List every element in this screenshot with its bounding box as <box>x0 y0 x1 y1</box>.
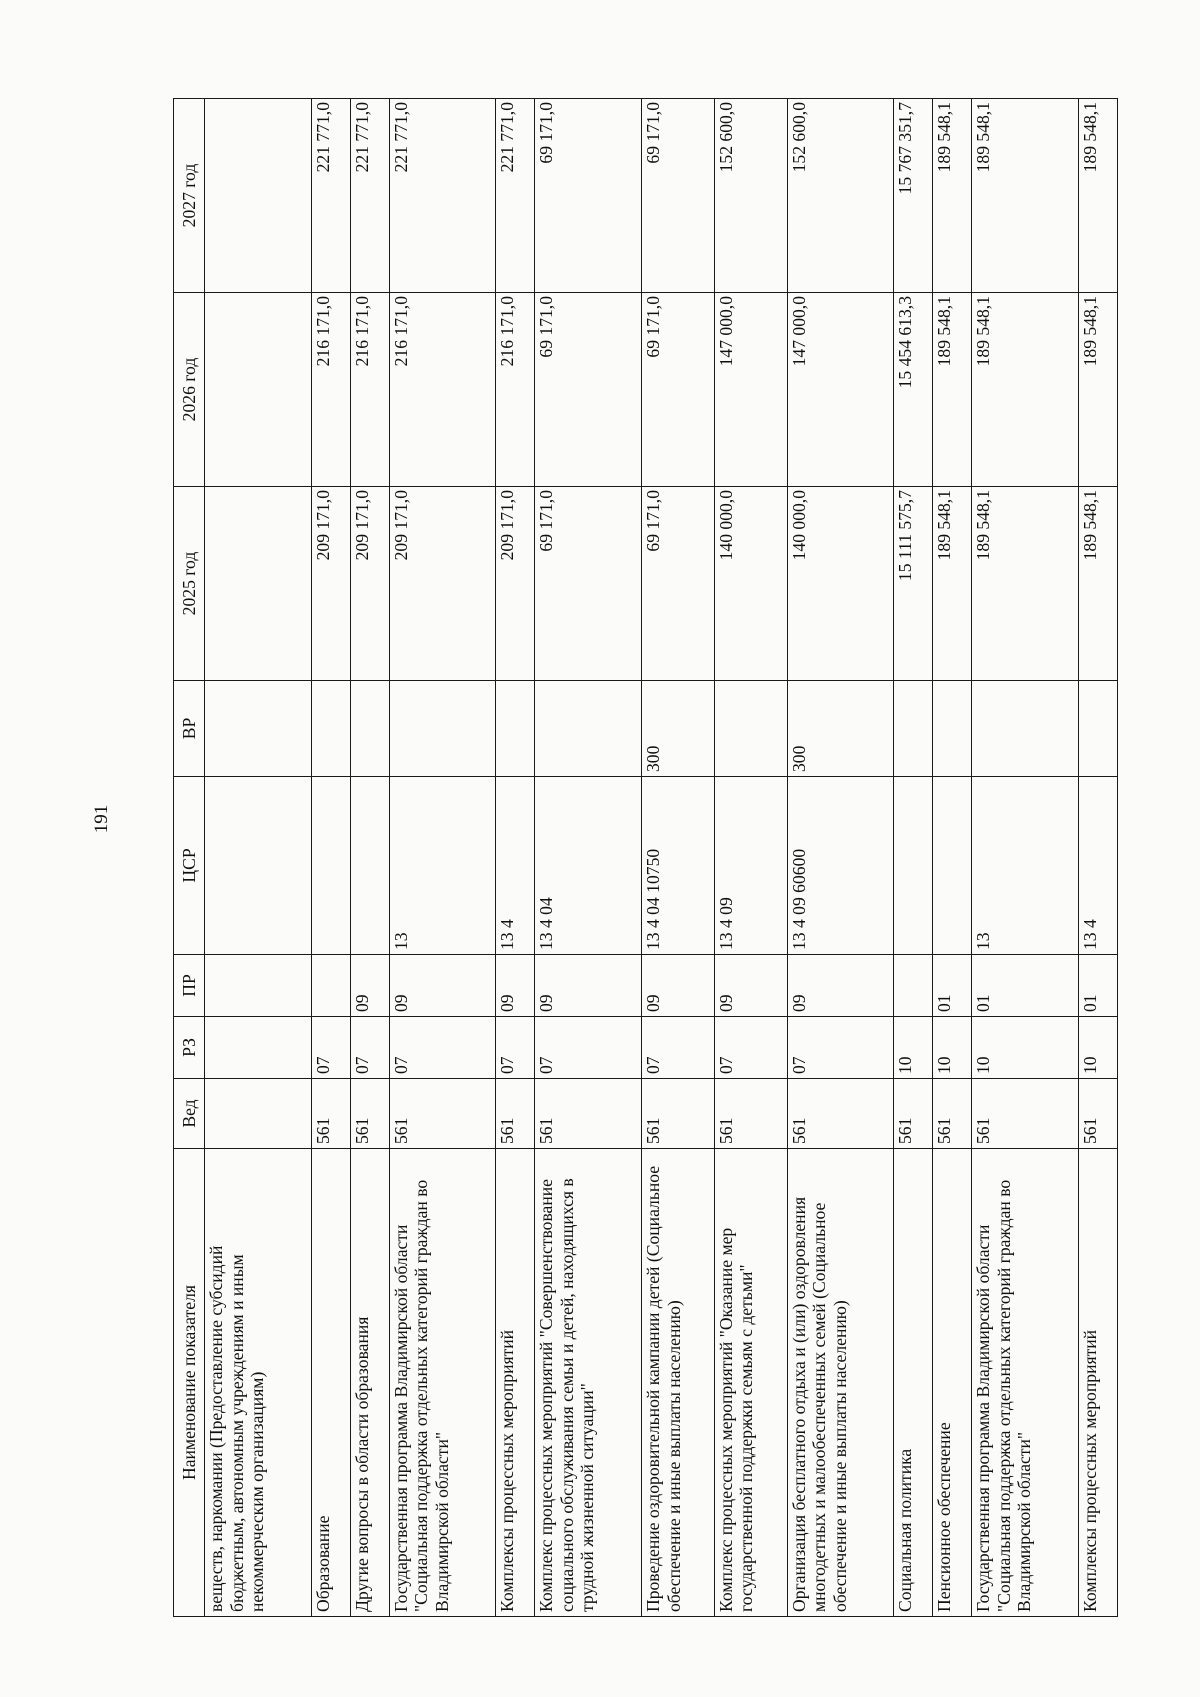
name-cell: Государственная программа Владимирской области "Социальная поддержка отдельных категорий граждан во Владимирской области" <box>972 1149 1079 1617</box>
vr-cell <box>496 681 535 777</box>
name-cell: веществ, наркомании (Предоставление субсидий бюджетным, автономным учреждениям и иным некоммерческим организациям) <box>205 1149 312 1617</box>
year-2025-cell: 209 171,0 <box>389 487 496 681</box>
table-row <box>972 99 1079 1617</box>
year-2025-cell: 209 171,0 <box>350 487 389 681</box>
pr-cell: 01 <box>933 955 972 1017</box>
table-row <box>933 99 972 1617</box>
name-cell: Социальная политика <box>894 1149 933 1617</box>
rz-cell: 07 <box>389 1017 496 1079</box>
year-2026-cell: 147 000,0 <box>787 293 894 487</box>
vr-cell <box>1079 681 1118 777</box>
vr-cell <box>535 681 642 777</box>
year-2027-cell: 221 771,0 <box>496 99 535 293</box>
pr-cell: 01 <box>972 955 1079 1017</box>
pr-cell: 09 <box>714 955 787 1017</box>
vr-cell <box>350 681 389 777</box>
vr-cell <box>894 681 933 777</box>
ved-cell: 561 <box>535 1079 642 1149</box>
rz-cell: 10 <box>1079 1017 1118 1079</box>
pr-cell <box>205 955 312 1017</box>
vr-header: ВР <box>174 681 205 777</box>
table-row <box>787 99 894 1617</box>
year-2025-cell: 15 111 575,7 <box>894 487 933 681</box>
rz-cell: 10 <box>894 1017 933 1079</box>
year-2025-cell: 189 548,1 <box>933 487 972 681</box>
name-cell: Пенсионное обеспечение <box>933 1149 972 1617</box>
name-cell: Комплексы процессных мероприятий <box>1079 1149 1118 1617</box>
pr-cell <box>311 955 350 1017</box>
name-cell: Комплексы процессных мероприятий <box>496 1149 535 1617</box>
table-row <box>350 99 389 1617</box>
year-2027-cell: 221 771,0 <box>311 99 350 293</box>
ved-cell: 561 <box>311 1079 350 1149</box>
table-row <box>894 99 933 1617</box>
ved-cell: 561 <box>972 1079 1079 1149</box>
csr-cell: 13 <box>389 777 496 955</box>
year-2026-cell: 69 171,0 <box>642 293 715 487</box>
year-2026-cell: 189 548,1 <box>972 293 1079 487</box>
ved-cell: 561 <box>350 1079 389 1149</box>
table-row <box>642 99 715 1617</box>
rz-cell: 07 <box>311 1017 350 1079</box>
ved-cell: 561 <box>389 1079 496 1149</box>
csr-cell <box>311 777 350 955</box>
year-2027-cell: 152 600,0 <box>787 99 894 293</box>
page-number: 191 <box>91 804 112 834</box>
year-2027-cell: 221 771,0 <box>350 99 389 293</box>
year-2026-cell: 216 171,0 <box>350 293 389 487</box>
year-2026-cell: 189 548,1 <box>1079 293 1118 487</box>
pr-cell: 09 <box>389 955 496 1017</box>
ved-cell: 561 <box>714 1079 787 1149</box>
rz-cell: 07 <box>642 1017 715 1079</box>
year-2025-cell: 209 171,0 <box>496 487 535 681</box>
year-2026-cell: 216 171,0 <box>389 293 496 487</box>
year-2027-cell: 189 548,1 <box>972 99 1079 293</box>
year-2026-header: 2026 год <box>174 293 205 487</box>
year-2025-cell: 189 548,1 <box>972 487 1079 681</box>
rz-cell: 07 <box>496 1017 535 1079</box>
csr-cell: 13 <box>972 777 1079 955</box>
csr-cell: 13 4 <box>496 777 535 955</box>
pr-cell: 01 <box>1079 955 1118 1017</box>
ved-header: Вед <box>174 1079 205 1149</box>
year-2026-cell: 216 171,0 <box>496 293 535 487</box>
ved-cell: 561 <box>933 1079 972 1149</box>
name-cell: Образование <box>311 1149 350 1617</box>
year-2026-cell: 69 171,0 <box>535 293 642 487</box>
vr-cell <box>714 681 787 777</box>
csr-cell <box>894 777 933 955</box>
vr-cell <box>311 681 350 777</box>
ved-cell: 561 <box>1079 1079 1118 1149</box>
vr-cell <box>972 681 1079 777</box>
ved-cell: 561 <box>787 1079 894 1149</box>
year-2027-cell: 221 771,0 <box>389 99 496 293</box>
rz-cell: 07 <box>787 1017 894 1079</box>
year-2025-cell: 69 171,0 <box>642 487 715 681</box>
year-2025-cell: 69 171,0 <box>535 487 642 681</box>
vr-cell: 300 <box>642 681 715 777</box>
year-2026-cell: 147 000,0 <box>714 293 787 487</box>
table-body <box>205 99 1118 1617</box>
name-cell: Проведение оздоровительной кампании детей (Социальное обеспечение и иные выплаты населению) <box>642 1149 715 1617</box>
table-header-row <box>174 99 205 1617</box>
ved-cell: 561 <box>894 1079 933 1149</box>
name-cell: Государственная программа Владимирской области "Социальная поддержка отдельных категорий граждан во Владимирской области" <box>389 1149 496 1617</box>
vr-cell <box>389 681 496 777</box>
pr-header: ПР <box>174 955 205 1017</box>
name-cell: Организация бесплатного отдыха и (или) оздоровления многодетных и малообеспеченных семей (Социальное обеспечение и иные выплаты населению) <box>787 1149 894 1617</box>
csr-cell: 13 4 <box>1079 777 1118 955</box>
year-2025-cell: 140 000,0 <box>787 487 894 681</box>
year-2027-cell: 189 548,1 <box>933 99 972 293</box>
year-2027-cell: 69 171,0 <box>535 99 642 293</box>
vr-cell <box>205 681 312 777</box>
year-2026-cell <box>205 293 312 487</box>
table-row <box>389 99 496 1617</box>
pr-cell: 09 <box>535 955 642 1017</box>
year-2025-cell <box>205 487 312 681</box>
budget-table-container <box>173 99 1118 1617</box>
year-2025-cell: 140 000,0 <box>714 487 787 681</box>
year-2026-cell: 15 454 613,3 <box>894 293 933 487</box>
ved-cell: 561 <box>496 1079 535 1149</box>
ved-cell: 561 <box>642 1079 715 1149</box>
table-row <box>311 99 350 1617</box>
year-2027-cell: 69 171,0 <box>642 99 715 293</box>
rz-cell: 07 <box>714 1017 787 1079</box>
name-cell: Другие вопросы в области образования <box>350 1149 389 1617</box>
csr-header: ЦСР <box>174 777 205 955</box>
rz-header: РЗ <box>174 1017 205 1079</box>
year-2025-cell: 209 171,0 <box>311 487 350 681</box>
name-cell: Комплекс процессных мероприятий "Оказание мер государственной поддержки семьям с детьми" <box>714 1149 787 1617</box>
pr-cell: 09 <box>787 955 894 1017</box>
year-2026-cell: 216 171,0 <box>311 293 350 487</box>
year-2027-header: 2027 год <box>174 99 205 293</box>
year-2027-cell <box>205 99 312 293</box>
table-row <box>714 99 787 1617</box>
table-row <box>496 99 535 1617</box>
csr-cell: 13 4 04 <box>535 777 642 955</box>
rz-cell: 10 <box>933 1017 972 1079</box>
year-2027-cell: 189 548,1 <box>1079 99 1118 293</box>
year-2027-cell: 152 600,0 <box>714 99 787 293</box>
year-2026-cell: 189 548,1 <box>933 293 972 487</box>
rz-cell <box>205 1017 312 1079</box>
csr-cell: 13 4 04 10750 <box>642 777 715 955</box>
pr-cell: 09 <box>496 955 535 1017</box>
budget-table <box>173 98 1118 1617</box>
csr-cell <box>350 777 389 955</box>
csr-cell: 13 4 09 <box>714 777 787 955</box>
year-2025-header: 2025 год <box>174 487 205 681</box>
rz-cell: 07 <box>535 1017 642 1079</box>
ved-cell <box>205 1079 312 1149</box>
table-row <box>535 99 642 1617</box>
table-row <box>1079 99 1118 1617</box>
csr-cell <box>933 777 972 955</box>
rz-cell: 10 <box>972 1017 1079 1079</box>
name-cell: Комплекс процессных мероприятий "Совершенствование социального обслуживания семьи и детей, находящихся в трудной жизненной ситуации" <box>535 1149 642 1617</box>
pr-cell <box>894 955 933 1017</box>
table-row <box>205 99 312 1617</box>
pr-cell: 09 <box>642 955 715 1017</box>
csr-cell: 13 4 09 60600 <box>787 777 894 955</box>
vr-cell <box>933 681 972 777</box>
rz-cell: 07 <box>350 1017 389 1079</box>
year-2025-cell: 189 548,1 <box>1079 487 1118 681</box>
csr-cell <box>205 777 312 955</box>
pr-cell: 09 <box>350 955 389 1017</box>
year-2027-cell: 15 767 351,7 <box>894 99 933 293</box>
name-header: Наименование показателя <box>174 1149 205 1617</box>
vr-cell: 300 <box>787 681 894 777</box>
